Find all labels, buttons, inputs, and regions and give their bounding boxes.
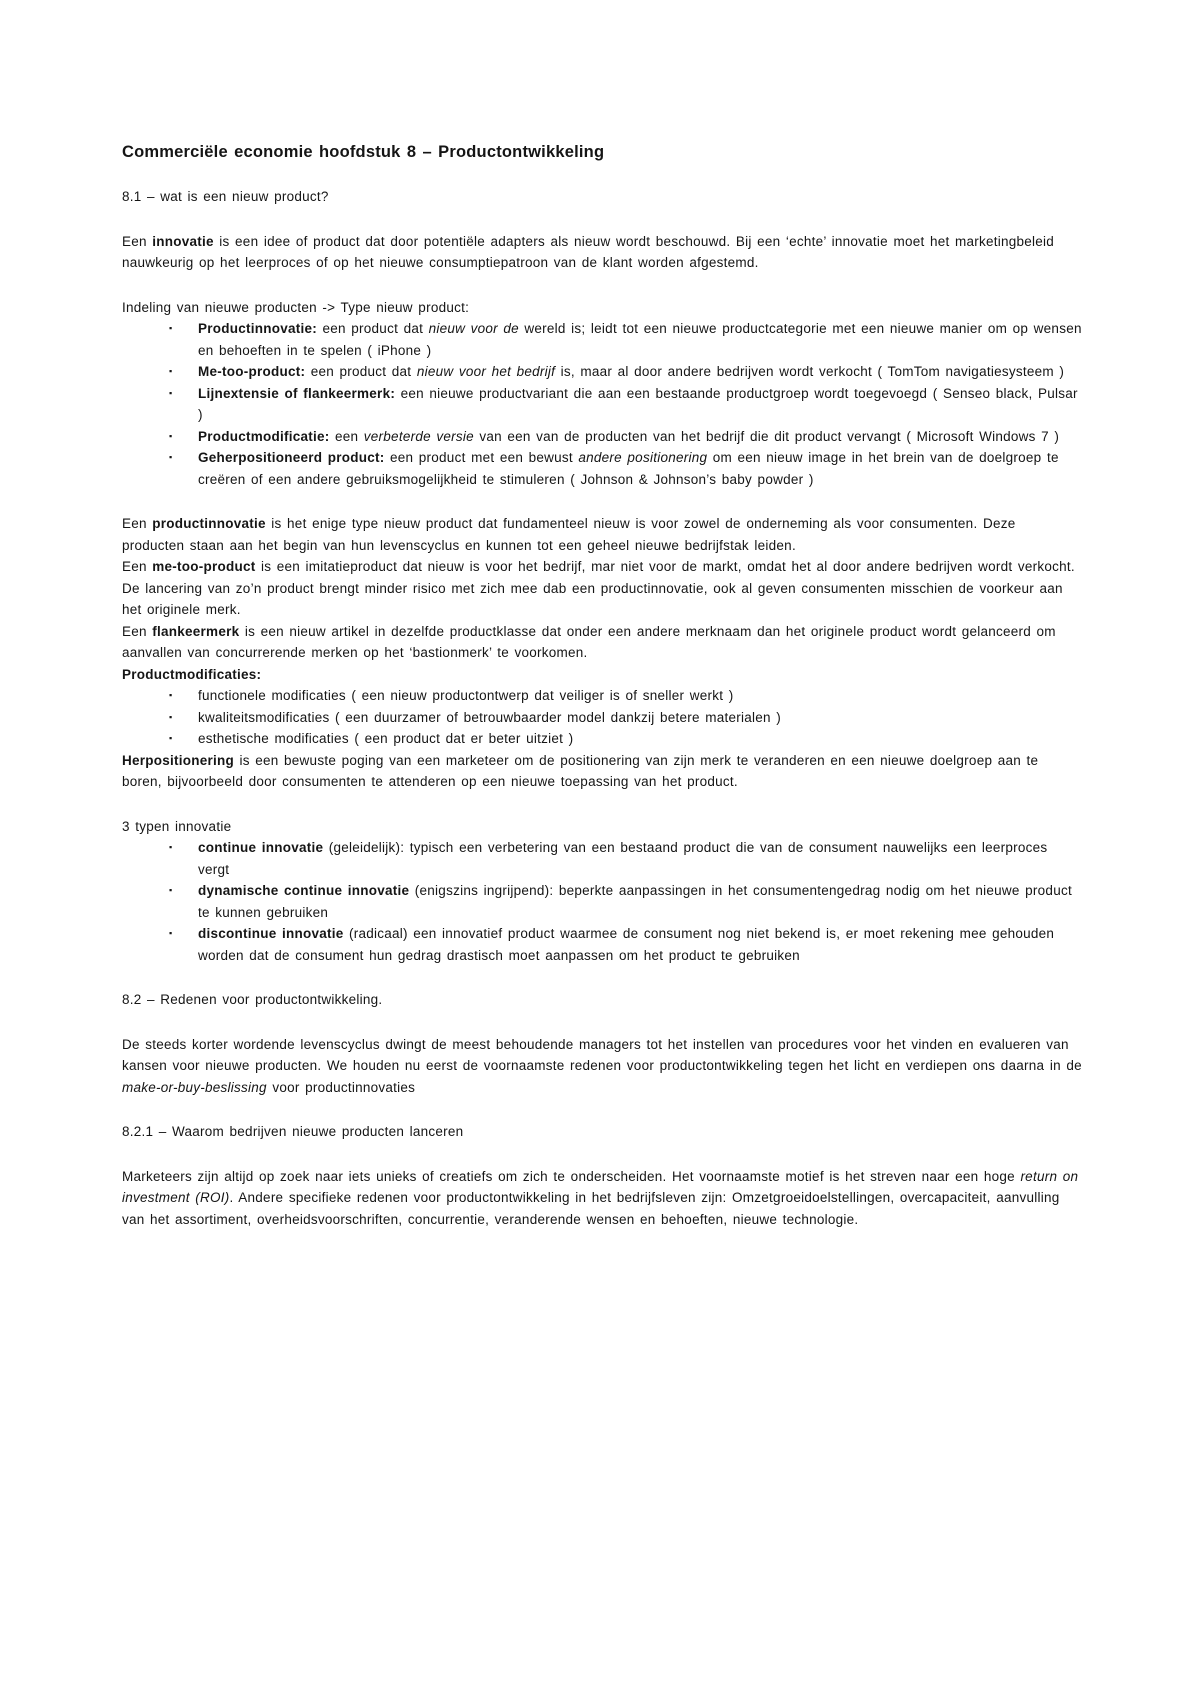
bullet-item [169, 383, 1082, 426]
bold-text: Me-too-product: [198, 364, 306, 379]
bullet-item-text [198, 731, 573, 746]
text-run: van een van de producten van het bedrijf die dit product vervangt ( Microsoft Windows 7 ) [473, 428, 1060, 444]
bullet-item-text [198, 883, 1072, 920]
bold-text: Productmodificaties: [122, 666, 262, 682]
text-run: Een [122, 233, 153, 249]
text-run: 8.2.1 – Waarom bedrijven nieuwe producten lanceren [122, 1124, 464, 1139]
bullet-item-text [198, 450, 1059, 487]
bullet-icon: ▪ [169, 711, 173, 722]
bullet-item-text [198, 688, 734, 703]
bullet-icon: ▪ [169, 885, 173, 895]
bullet-item-text [198, 429, 1059, 444]
text-run: esthetische modificaties ( een product dat er beter uitziet ) [198, 731, 574, 746]
bold-text: productinnovatie [152, 516, 266, 531]
text-run: een [329, 428, 364, 444]
bullet-item-text [198, 364, 1064, 379]
bullet-icon: ▪ [169, 430, 173, 441]
section-heading-8-2 [122, 989, 1082, 1011]
bold-text: Productinnovatie: [198, 321, 318, 336]
text-run: is het enige type nieuw product dat fundamenteel nieuw is voor zowel de onderneming als voor consumenten. Deze producten staan aan het begin van hun levenscyclus en kunnen tot een geheel nieuwe bedrijfstak leiden. [122, 516, 1016, 553]
bold-text: dynamische continue innovatie [198, 883, 410, 898]
bullet-item-text [198, 321, 1082, 358]
text-run: is een bewuste poging van een marketeer om de positionering van zijn merk te veranderen en een nieuwe doelgroep aan te boren, bijvoorbeeld door consumenten te attenderen op een nieuwe toepassing van het product. [122, 752, 1039, 789]
bold-text: innovatie [152, 233, 214, 249]
bullet-icon: ▪ [169, 690, 173, 700]
bullet-item [169, 707, 1082, 729]
text-run: 8.2 – Redenen voor productontwikkeling. [122, 992, 383, 1007]
text-run: is een imitatieproduct dat nieuw is voor het bedrijf, mar niet voor de markt, omdat het al door andere bedrijven wordt verkocht. De lancering van zo’n product brengt minder risico met zich mee dab een productinnovatie, ook al geven consumenten misschien de voorkeur aan het originele merk. [122, 559, 1075, 617]
bullet-item [169, 685, 1082, 707]
bullet-item [169, 318, 1082, 361]
text-run: een product dat [317, 321, 429, 336]
bullet-item-text [198, 386, 1078, 423]
bold-text: flankeermerk [152, 623, 240, 639]
paragraph-flankeermerk-uitleg [122, 621, 1082, 664]
paragraph-herpositionering-uitleg [122, 750, 1082, 793]
text-run: wereld is; leidt tot een nieuwe productcategorie met een nieuwe manier om op wensen en behoeften in te spelen ( iPhone ) [198, 321, 1082, 358]
bullet-item [169, 728, 1082, 750]
text-run: een product met een bewust [384, 450, 579, 465]
text-run: (geleidelijk): typisch een verbetering van een bestaand product die van de consument nauwelijks een leerproces vergt [198, 840, 1048, 877]
bullet-item-text [198, 840, 1047, 877]
paragraph-innovatie-definitie [122, 231, 1082, 274]
productmodificaties-list [122, 685, 1082, 750]
italic-text: andere positionering [578, 450, 708, 465]
bullet-icon: ▪ [169, 842, 173, 852]
bullet-icon: ▪ [169, 323, 173, 333]
italic-text: nieuw voor het bedrijf [416, 364, 556, 379]
section-heading-8-2-1 [122, 1121, 1082, 1143]
italic-text: nieuw voor de [428, 321, 519, 336]
bullet-item [169, 361, 1082, 383]
bullet-item [169, 923, 1082, 966]
bold-text: discontinue innovatie [198, 926, 344, 941]
text-run: is een idee of product dat door potentiële adapters als nieuw wordt beschouwd. Bij een ‘echte’ innovatie moet het marketingbeleid nauwkeurig op het leerproces of op het nieuwe consumptiepatroon van de klant worden afgestemd. [122, 233, 1055, 270]
paragraph-me-too-product-uitleg [122, 556, 1082, 621]
bullet-item [169, 837, 1082, 880]
bullet-item [169, 880, 1082, 923]
bold-text: Lijnextensie of flankeermerk: [198, 385, 396, 401]
text-run: Indeling van nieuwe producten -> Type nieuw product: [122, 299, 470, 315]
paragraph-productmodificaties-label [122, 664, 1082, 686]
bold-text: continue innovatie [198, 840, 324, 855]
text-run: 3 typen innovatie [122, 818, 232, 834]
type-nieuw-product-list [122, 318, 1082, 490]
paragraph-indeling-nieuwe-producten [122, 297, 1082, 319]
text-run: om een nieuw image in het brein van de doelgroep te creëren of een andere gebruiksmogelijkheid te stimuleren ( Johnson & Johnson’s baby powder ) [198, 450, 1059, 487]
text-run: voor productinnovaties [266, 1079, 416, 1095]
text-run: Een [122, 559, 153, 574]
bullet-icon: ▪ [169, 387, 173, 398]
bold-text: Herpositionering [122, 752, 235, 768]
text-run: is een nieuw artikel in dezelfde productklasse dat onder een andere merknaam dan het originele product wordt gelanceerd om aanvallen van concurrerende merken op het ‘bastionmerk’ te voorkomen. [122, 623, 1056, 660]
paragraph-productinnovatie-uitleg [122, 513, 1082, 556]
bullet-item [169, 426, 1082, 448]
text-run: kwaliteitsmodificaties ( een duurzamer of betrouwbaarder model dankzij betere materialen ) [198, 709, 782, 725]
text-run: functionele modificaties ( een nieuw productontwerp dat veiliger is of sneller werkt ) [198, 688, 734, 703]
paragraph-3-typen-innovatie-label [122, 816, 1082, 838]
text-run: een nieuwe productvariant die aan een bestaande productgroep wordt toegevoegd ( Senseo black, Pulsar ) [198, 385, 1078, 422]
paragraph-levenscyclus [122, 1034, 1082, 1099]
bullet-icon: ▪ [169, 928, 173, 938]
italic-text: make-or-buy-beslissing [122, 1079, 267, 1095]
text-run: De steeds korter wordende levenscyclus dwingt de meest behoudende managers tot het instellen van procedures voor het vinden en evalueren van kansen voor nieuwe producten. We houden nu eerst de voornaamste redenen voor productontwikkeling tegen het licht en verdiepen ons daarna in de [122, 1036, 1082, 1073]
text-run: (radicaal) een innovatief product waarmee de consument nog niet bekend is, er moet rekening mee gehouden worden dat de consument hun gedrag drastisch moet aanpassen om het product te gebruiken [198, 926, 1055, 963]
italic-text: verbeterde versie [363, 428, 474, 444]
text-run: 8.1 – wat is een nieuw product? [122, 189, 329, 204]
text-run: een product dat [305, 364, 417, 379]
text-run: Een [122, 623, 153, 639]
bold-text: Commerciële economie hoofdstuk 8 – Productontwikkeling [122, 143, 605, 161]
bullet-item [169, 447, 1082, 490]
paragraph-marketeers [122, 1166, 1082, 1231]
text-run: Een [122, 516, 153, 531]
section-heading-8-1 [122, 186, 1082, 208]
bold-text: Geherpositioneerd product: [198, 450, 385, 465]
bullet-icon: ▪ [169, 733, 173, 743]
bold-text: me-too-product [152, 559, 256, 574]
document-title [122, 141, 1082, 163]
text-run: Marketeers zijn altijd op zoek naar iets unieks of creatiefs om zich te onderscheiden. Het voornaamste motief is het streven naar een hoge [122, 1168, 1021, 1184]
italic-text: return on investment (ROI) [122, 1168, 1079, 1205]
typen-innovatie-list [122, 837, 1082, 966]
bold-text: Productmodificatie: [198, 428, 330, 444]
text-run: (enigszins ingrijpend): beperkte aanpassingen in het consumentengedrag nodig om het nieuwe product te kunnen gebruiken [198, 883, 1072, 920]
bullet-icon: ▪ [169, 452, 173, 462]
text-run: is, maar al door andere bedrijven wordt verkocht ( TomTom navigatiesysteem ) [555, 364, 1065, 379]
bullet-icon: ▪ [169, 366, 173, 376]
document-content [122, 141, 1082, 1230]
bullet-item-text [198, 926, 1054, 963]
bullet-item-text [198, 710, 781, 725]
text-run: . Andere specifieke redenen voor productontwikkeling in het bedrijfsleven zijn: Omzetgroeidoelstellingen, overcapaciteit, aanvulling van het assortiment, overheidsvoorschriften, concurrentie, veranderende wensen en behoeften, nieuwe technologie. [122, 1190, 1060, 1227]
